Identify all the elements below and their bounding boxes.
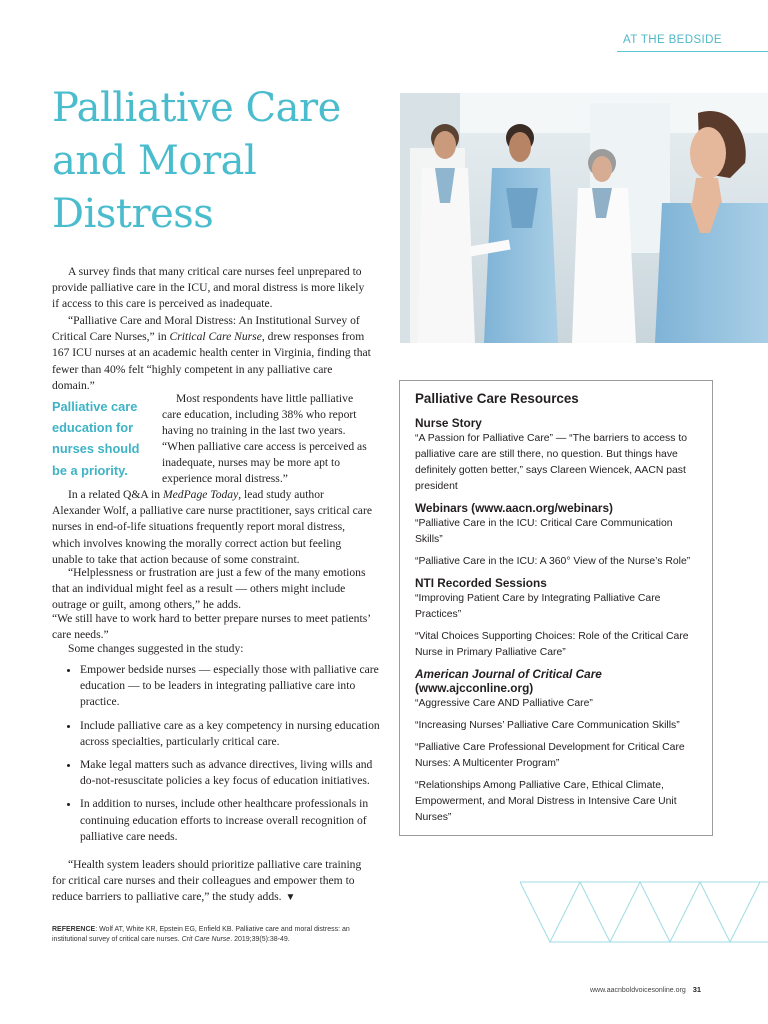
reference-text: . 2019;39(5):38-49. — [230, 936, 290, 943]
article-text: Some changes suggested in the study: — [68, 642, 244, 655]
article-text: “When palliative care access is perceived as inadequate, nurses may be more apt to experience moral distress.” — [162, 440, 367, 486]
article-text: In a related Q&A in — [68, 488, 163, 501]
webinars-section — [415, 501, 702, 570]
list-item: • Make legal matters such as advance directives, living wills and do-not-resuscitate policies a key focus of education initiatives. — [80, 757, 385, 789]
nurse-story-section — [415, 416, 702, 495]
pull-quote: Palliative care education for nurses should be a priority. — [52, 399, 140, 478]
article-text: Most respondents have little palliative care education, including 38% who report having no training in the last two years. — [162, 392, 357, 438]
article-paragraph — [162, 439, 372, 488]
article-paragraph — [52, 487, 372, 568]
photo-illustration — [400, 93, 768, 343]
section-tag-label: AT THE BEDSIDE — [623, 34, 722, 46]
ajcc-section — [415, 667, 702, 826]
article-text: , drew responses from 167 ICU nurses at an academic health center in Virginia, finding that fewer than 40% felt “highly competent in any palliative care domain.” — [52, 330, 371, 392]
list-item: • In addition to nurses, include other healthcare professionals in continuing education efforts to increase overall recognition of palliative care needs. — [80, 796, 385, 845]
section-heading: NTI Recorded Sessions — [415, 576, 547, 590]
article-paragraph — [52, 641, 372, 657]
article-text: “Helplessness or frustration are just a few of the many emotions that an individual might feel as a result — others might include outrage or guilt, among others,” he adds. — [52, 566, 366, 612]
journal-name: Critical Care Nurse — [169, 330, 262, 344]
article-paragraph — [162, 391, 372, 440]
resource-item[interactable]: “Vital Choices Supporting Choices: Role of the Critical Care Nurse in Primary Palliative Care” — [415, 631, 689, 658]
resources-sidebar — [399, 380, 713, 836]
resource-item[interactable]: “Improving Patient Care by Integrating Palliative Care Practices” — [415, 593, 661, 620]
publication-name: MedPage Today — [162, 488, 239, 501]
section-heading: Nurse Story — [415, 416, 482, 430]
article-text: “Palliative Care and Moral Distress: An Institutional Survey of Critical Care Nurses,” in — [52, 314, 360, 344]
resource-item[interactable]: “Palliative Care in the ICU: A 360° View of the Nurse’s Role” — [415, 556, 691, 567]
nti-section — [415, 576, 702, 661]
list-item: • Include palliative care as a key competency in nursing education across specialties, particularly critical care. — [80, 718, 385, 750]
hero-photo — [400, 93, 768, 343]
reference-label: REFERENCE — [52, 926, 96, 933]
article-paragraph — [52, 565, 372, 614]
resource-item[interactable]: “Aggressive Care AND Palliative Care” — [415, 698, 593, 709]
reference-journal: Crit Care Nurse — [181, 936, 231, 943]
resource-item[interactable]: “Palliative Care Professional Development for Critical Care Nurses: A Multicenter Program” — [415, 742, 685, 769]
journal-url: (www.ajcconline.org) — [415, 681, 534, 695]
section-tag — [617, 30, 768, 52]
sidebar-title: Palliative Care Resources — [415, 391, 579, 406]
resource-item[interactable]: “Relationships Among Palliative Care, Ethical Climate, Empowerment, and Moral Distress in Intensive Care Unit Nurses” — [415, 780, 677, 823]
article-text: , lead study author Alexander Wolf, a palliative care nurse practitioner, says critical care nurses in end-of-life situations frequently report moral distress, which involves knowing the morally correct action but feeling unable to take that action because of some constraint. — [52, 488, 372, 566]
section-heading — [415, 667, 702, 695]
suggested-changes-list — [64, 662, 385, 852]
resource-item[interactable]: “A Passion for Palliative Care” — “The barriers to access to palliative care are still there, no question. But things have definitely gotten better,” says Clareen Wiencek, AACN past president — [415, 433, 687, 492]
article-paragraph — [52, 611, 372, 643]
article-text: “Health system leaders should prioritize palliative care training for critical care nurses and their colleagues and empower them to reduce barriers to palliative care,” the study adds. — [52, 858, 362, 904]
article-text: “We still have to work hard to better prepare nurses to meet patients’ care needs.” — [52, 612, 371, 642]
list-item: • Empower bedside nurses — especially those with palliative care education — to be leaders in integrating palliative care into practice. — [80, 662, 385, 711]
decorative-triangles — [520, 880, 768, 944]
resource-item[interactable]: “Palliative Care in the ICU: Critical Care Communication Skills” — [415, 518, 673, 545]
article-paragraph — [52, 857, 372, 907]
end-mark-icon: ▼ — [285, 892, 296, 904]
footer-url[interactable]: www.aacnboldvoicesonline.org — [590, 987, 686, 994]
resource-item[interactable]: “Increasing Nurses’ Palliative Care Communication Skills” — [415, 720, 680, 731]
page-footer — [590, 985, 701, 994]
reference-text: : Wolf AT, White KR, Epstein EG, Enfield KB. Palliative care and moral distress: an institutional survey of critical care nurses. — [52, 926, 350, 943]
page-number: 31 — [692, 985, 702, 994]
reference — [52, 925, 372, 945]
article-text: A survey finds that many critical care nurses feel unprepared to provide palliative care in the ICU, and moral distress is more likely if access to this care is perceived as inadequate. — [52, 265, 365, 311]
section-heading: Webinars (www.aacn.org/webinars) — [415, 501, 613, 515]
article-title: Palliative Care and Moral Distress — [52, 85, 341, 237]
article-paragraph — [52, 264, 372, 313]
article-paragraph — [52, 313, 372, 394]
journal-heading: American Journal of Critical Care — [415, 667, 602, 681]
